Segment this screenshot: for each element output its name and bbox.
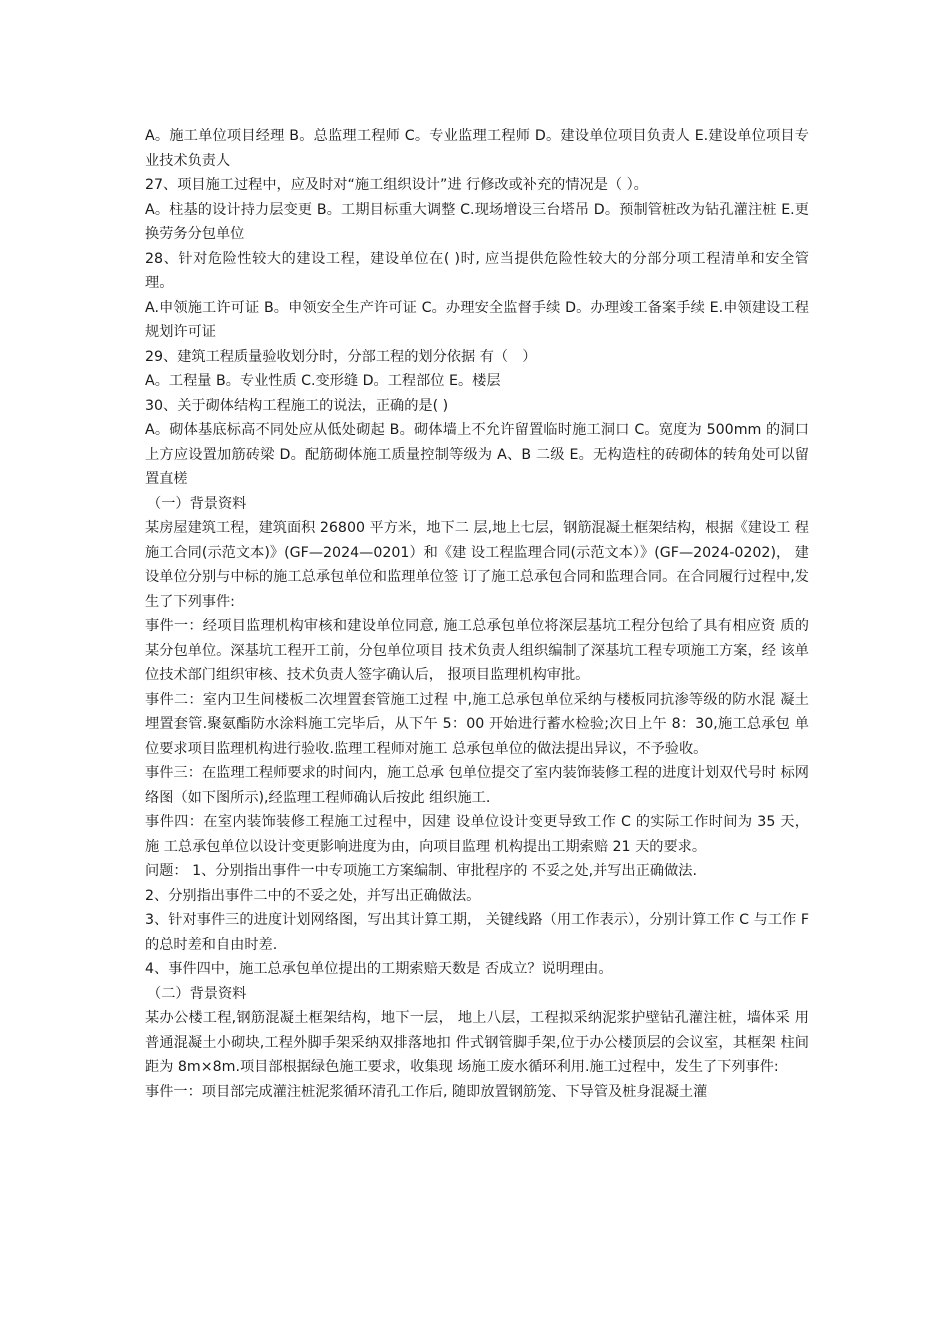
question-item-1: 问题： 1、分别指出事件一中专项施工方案编制、审批程序的 不妥之处,并写出正确做法. (145, 863, 698, 879)
question-item-3: 3、针对事件三的进度计划网络图，写出其计算工期， 关键线路（用工作表示），分别计算工作 C 与工作 F 的总时差和自由时差. (145, 912, 809, 953)
answer-options-27: A。柱基的设计持力层变更 B。工期目标重大调整 C.现场增设三台塔吊 D。预制管桩改为钻孔灌注桩 E.更换劳务分包单位 (145, 201, 809, 242)
answer-options-29: A。工程量 B。专业性质 C.变形缝 D。工程部位 E。楼层 (145, 373, 501, 389)
question-28: 28、针对危险性较大的建设工程，建设单位在( )时, 应当提供危险性较大的分部分项工程清单和安全管理。 (145, 250, 809, 291)
section-heading-1: （一）背景资料 (147, 495, 247, 512)
answer-options-26: A。施工单位项目经理 B。总监理工程师 C。专业监理工程师 D。建设单位项目负责人 E.建设单位项目专业技术负责人 (145, 128, 809, 169)
event-3: 事件三：在监理工程师要求的时间内，施工总承 包单位提交了室内装饰装修工程的进度计划双代号时 标网络图（如下图所示),经监理工程师确认后按此 组织施工. (145, 765, 809, 806)
answer-options-28: A.申领施工许可证 B。申领安全生产许可证 C。办理安全监督手续 D。办理竣工备案手续 E.申领建设工程规划许可证 (145, 299, 809, 340)
question-27: 27、项目施工过程中，应及时对“施工组织设计”进 行修改或补充的情况是（ ）。 (145, 177, 648, 193)
question-item-4: 4、事件四中，施工总承包单位提出的工期索赔天数是 否成立？说明理由。 (145, 961, 613, 977)
question-item-2: 2、分别指出事件二中的不妥之处，并写出正确做法。 (145, 887, 481, 904)
answer-options-30: A。砌体基底标高不同处应从低处砌起 B。砌体墙上不允许留置临时施工洞口 C。宽度为 500mm 的洞口上方应设置加筋砖梁 D。配筋砌体施工质量控制等级为 A、B 二级 E。无构造柱的砖砌体的转角处可以留置直槎 (145, 422, 809, 487)
event-1-section-2: 事件一：项目部完成灌注桩泥浆循环清孔工作后, 随即放置钢筋笼、下导管及桩身混凝土灌 (145, 1083, 708, 1100)
event-4: 事件四：在室内装饰装修工程施工过程中，因建 设单位设计变更导致工作 C 的实际工作时间为 35 天， 施 工总承包单位以设计变更影响进度为由，向项目监理 机构提出工期索赔 21 天的要求。 (145, 814, 809, 855)
section-heading-2: （二）背景资料 (147, 985, 247, 1002)
question-29: 29、建筑工程质量验收划分时，分部工程的划分依据 有（ ） (145, 348, 537, 365)
background-paragraph-1: 某房屋建筑工程，建筑面积 26800 平方米，地下二 层,地上七层，钢筋混凝土框架结构，根据《建设工 程施工合同(示范文本)》(GF—2024—0201）和《建 设工程监理合同(示范文本）》(GF—2024-0202)， 建设单位分别与中标的施工总承包单位和监理单位签 订了施工总承包合同和监理合同。在合同履行过程中,发生了下列事件: (145, 520, 809, 610)
document-page (145, 124, 809, 1104)
event-1: 事件一：经项目监理机构审核和建设单位同意, 施工总承包单位将深层基坑工程分包给了具有相应资 质的某分包单位。深基坑工程开工前，分包单位项目 技术负责人组织编制了深基坑工程专项施工方案，经 该单位技术部门组织审核、技术负责人签字确认后， 报项目监理机构审批。 (145, 618, 809, 683)
event-2: 事件二：室内卫生间楼板二次埋置套管施工过程 中,施工总承包单位采纳与楼板同抗渗等级的防水混 凝土埋置套管.聚氨酯防水涂料施工完毕后，从下午 5：00 开始进行蓄水检验;次日上午 8：30,施工总承包 单位要求项目监理机构进行验收.监理工程师对施工 总承包单位的做法提出异议，不予验收。 (145, 691, 809, 757)
question-30: 30、关于砌体结构工程施工的说法，正确的是( ) (145, 397, 449, 414)
background-paragraph-2: 某办公楼工程,钢筋混凝土框架结构，地下一层， 地上八层，工程拟采纳泥浆护壁钻孔灌注桩，墙体采 用普通混凝土小砌块,工程外脚手架采纳双排落地扣 件式钢管脚手架,位于办公楼顶层的会议室，其框架 柱间距为 8m×8m.项目部根据绿色施工要求，收集现 场施工废水循环利用.施工过程中，发生了下列事件: (145, 1010, 809, 1075)
